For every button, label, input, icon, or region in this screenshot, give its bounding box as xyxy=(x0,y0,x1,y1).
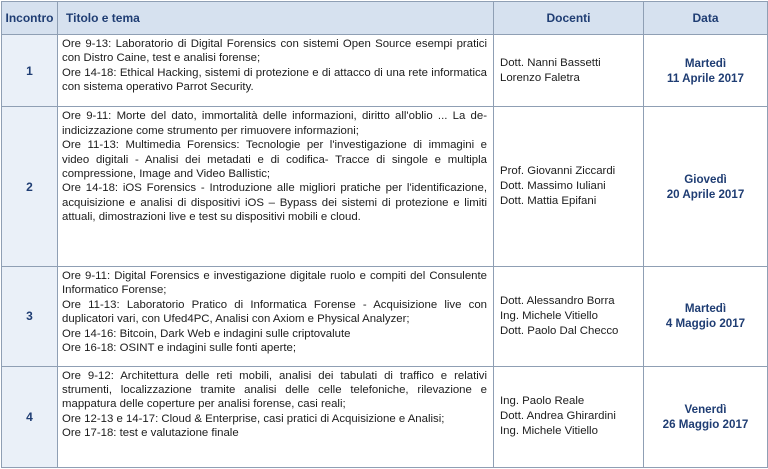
session-date-text: 11 Aprile 2017 xyxy=(667,71,744,85)
teacher-name: Dott. Andrea Ghirardini xyxy=(500,410,616,423)
session-topics xyxy=(58,366,494,467)
topic-line: Ore 14-18: iOS Forensics - Introduzione alle migliori pratiche per l'identificazione, acquisizione e analisi di dispositivi iOS – Bypass dei sistemi di protezione e limiti attuali, dimostrazioni live e test su dispositivi mobili e cloud. xyxy=(62,182,487,224)
session-date-text: 20 Aprile 2017 xyxy=(666,187,745,201)
session-topics xyxy=(58,107,494,267)
header-incontro: Incontro xyxy=(2,2,58,35)
session-date xyxy=(644,35,768,107)
session-teachers xyxy=(494,35,644,107)
session-date xyxy=(644,267,768,366)
teacher-name: Ing. Michele Vitiello xyxy=(500,309,598,322)
teacher-name: Prof. Giovanni Ziccardi xyxy=(500,165,616,178)
topic-line: Ore 16-18: OSINT e indagini sulle fonti aperte; xyxy=(62,342,297,355)
session-day: Martedì xyxy=(684,56,727,70)
session-date-text: 4 Maggio 2017 xyxy=(665,317,746,331)
teacher-name: Dott. Nanni Bassetti xyxy=(500,56,601,69)
schedule-table-container xyxy=(1,1,767,468)
topic-line: Ore 11-13: Multimedia Forensics: Tecnologie per l'investigazione di immagini e video digitali - Analisi dei metadati e di codifica- Tracce di singole e multipla compressione, Image and Video Ballistic; xyxy=(62,139,487,180)
header-data: Data xyxy=(644,2,768,35)
topic-line: Ore 14-18: Ethical Hacking, sistemi di protezione e di attacco di una rete informatica con sistema operativo Parrot Security. xyxy=(62,66,487,94)
session-number: 2 xyxy=(2,107,58,267)
session-topics xyxy=(58,267,494,366)
teacher-name: Dott. Mattia Epifani xyxy=(500,195,597,208)
teacher-name: Dott. Paolo Dal Checco xyxy=(500,324,619,337)
session-teachers xyxy=(494,107,644,267)
table-row xyxy=(2,366,768,467)
session-topics xyxy=(58,35,494,107)
topic-line: Ore 12-13 e 14-17: Cloud & Enterprise, casi pratici di Acquisizione e Analisi; xyxy=(62,412,445,425)
topic-line: Ore 9-11: Digital Forensics e investigazione digitale ruolo e compiti del Consulente Informatico Forense; xyxy=(62,270,487,297)
teacher-name: Dott. Massimo Iuliani xyxy=(500,180,606,193)
teacher-name: Lorenzo Faletra xyxy=(500,71,580,84)
header-titolo: Titolo e tema xyxy=(58,2,494,35)
topic-line: Ore 14-16: Bitcoin, Dark Web e indagini sulle criptovalute xyxy=(62,327,351,340)
topic-line: Ore 11-13: Laboratorio Pratico di Informatica Forense - Acquisizione live con duplicatori vari, con Ufed4PC, Analisi con Axiom e Physical Analyzer; xyxy=(62,298,487,326)
topic-line: Ore 9-13: Laboratorio di Digital Forensics con sistemi Open Source esempi pratici con Distro Caine, test e analisi forense; xyxy=(62,38,487,65)
session-number: 1 xyxy=(2,35,58,107)
session-teachers xyxy=(494,267,644,366)
table-row xyxy=(2,107,768,267)
teacher-name: Dott. Alessandro Borra xyxy=(500,294,615,307)
topic-line: Ore 9-12: Architettura delle reti mobili, analisi dei tabulati di traffico e relativi strumenti, localizzazione tramite analisi delle celle telefoniche, rilevazione e mappatura delle coperture per analisi forense, casi reali; xyxy=(62,369,487,411)
topic-line: Ore 9-11: Morte del dato, immortalità delle informazioni, diritto all'oblio ... La de-indicizzazione come strumento per rimuovere informazioni; xyxy=(62,110,487,137)
table-row xyxy=(2,35,768,107)
table-row xyxy=(2,267,768,366)
teacher-name: Ing. Paolo Reale xyxy=(500,395,585,408)
table-header-row xyxy=(2,2,768,35)
session-date xyxy=(644,107,768,267)
topic-line: Ore 17-18: test e valutazione finale xyxy=(62,427,239,440)
header-docenti: Docenti xyxy=(494,2,644,35)
schedule-table xyxy=(1,1,768,468)
session-number: 3 xyxy=(2,267,58,366)
session-day: Giovedì xyxy=(684,172,727,186)
session-day: Venerdì xyxy=(684,402,727,416)
session-teachers xyxy=(494,366,644,467)
session-date-text: 26 Maggio 2017 xyxy=(662,417,749,431)
session-date xyxy=(644,366,768,467)
session-number: 4 xyxy=(2,366,58,467)
teacher-name: Ing. Michele Vitiello xyxy=(500,425,598,438)
session-day: Martedì xyxy=(684,302,727,316)
